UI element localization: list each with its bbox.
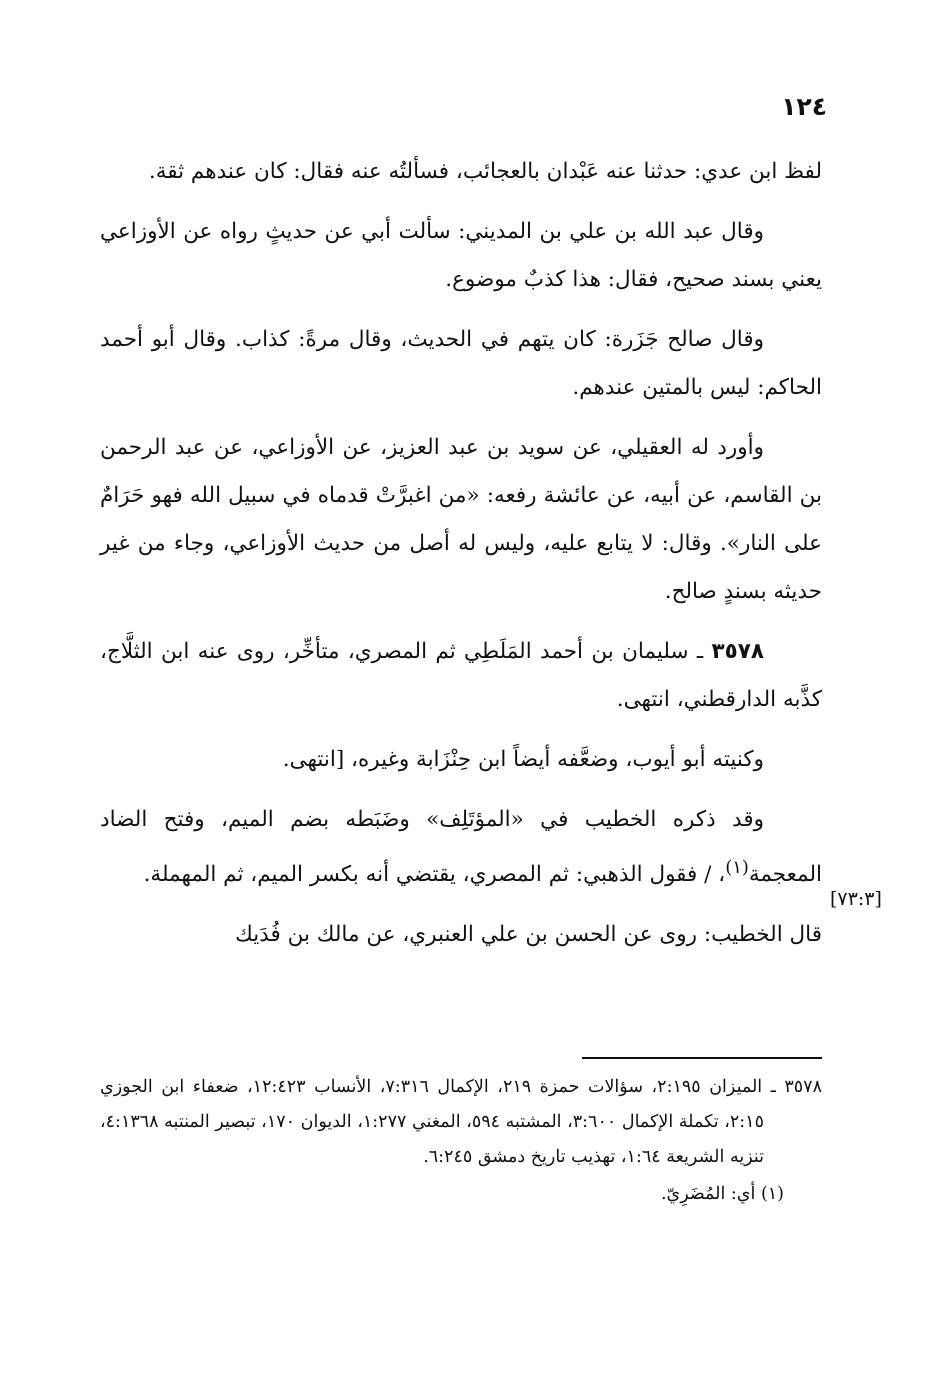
margin-reference: [٧٣:٣]	[830, 888, 882, 910]
paragraph-7-part-2: ، / فقول الذهبي: ثم المصري، يقتضي أنه بكسر الميم، ثم المهملة.	[143, 862, 726, 888]
entry-number: ٣٥٧٨	[711, 639, 764, 664]
entry-dash: ـ	[696, 639, 704, 664]
entry-paragraph	[100, 628, 822, 724]
footnote-marker[interactable]: (١)	[725, 857, 749, 878]
footnotes	[100, 1070, 822, 1212]
main-text	[100, 148, 822, 971]
paragraph-8: قال الخطيب: روى عن الحسن بن علي العنبري، عن مالك بن فُدَيك	[235, 922, 822, 948]
paragraph-6: وكنيته أبو أيوب، وضعَّفه أيضاً ابن حِنْزَابة وغيره، [انتهى.	[282, 747, 764, 772]
paragraph-3: وقال صالح جَزَرة: كان يتهم في الحديث، وقال مرةً: كذاب. وقال أبو أحمد الحاكم: ليس بالمتين عندهم.	[100, 327, 822, 400]
paragraph-2: وقال عبد الله بن علي بن المديني: سألت أبي عن حديثٍ رواه عن الأوزاعي يعني بسند صحيح، فقال: هذا كذبٌ موضوع.	[100, 219, 822, 292]
source-footnote-text: الميزان ٢:١٩٥، سؤالات حمزة ٢١٩، الإكمال ٧:٣١٦، الأنساب ١٢:٤٢٣، ضعفاء ابن الجوزي ٢:١٥، تكملة الإكمال ٣:٦٠٠، المشتبه ٥٩٤، المغني ١:٢٧٧، الديوان ١٧٠، تبصير المنتبه ٤:١٣٦٨، تنزيه الشريعة ١:٦٤، تهذيب تاريخ دمشق ٦:٢٤٥.	[100, 1077, 764, 1167]
footnote-1	[100, 1177, 822, 1212]
source-footnote-number: ٣٥٧٨	[784, 1077, 822, 1097]
footnote-1-marker: (١)	[760, 1184, 784, 1204]
source-footnote	[100, 1070, 822, 1175]
footnote-1-text: أي: المُضَرِيّ.	[660, 1184, 756, 1204]
entry-text: سليمان بن أحمد المَلَطِي ثم المصري، متأخِّر، روى عنه ابن الثلَّاج، كذَّبه الدارقطني، انتهى.	[100, 639, 822, 712]
footnote-divider	[582, 1057, 822, 1059]
paragraph-7-part-1: وقد ذكره الخطيب في «المؤتَلِف» وضَبَطه بضم الميم، وفتح الضاد المعجمة	[100, 807, 822, 888]
paragraph-1: لفظ ابن عدي: حدثنا عنه عَبْدان بالعجائب، فسألتُه عنه فقال: كان عندهم ثقة.	[148, 159, 822, 184]
source-footnote-dash: ـ	[770, 1077, 776, 1097]
paragraph-7	[100, 796, 822, 899]
page-number: ١٢٤	[781, 92, 827, 121]
paragraph-4: وأورد له العقيلي، عن سويد بن عبد العزيز، عن الأوزاعي، عن عبد الرحمن بن القاسم، عن أبيه، عن عائشة رفعه: «من اغبرَّتْ قدماه في سبيل الله فهو حَرَامٌ على النار». وقال: لا يتابع عليه، وليس له أصل من حديث الأوزاعي، وجاء من غير حديثه بسندٍ صالح.	[100, 435, 822, 604]
